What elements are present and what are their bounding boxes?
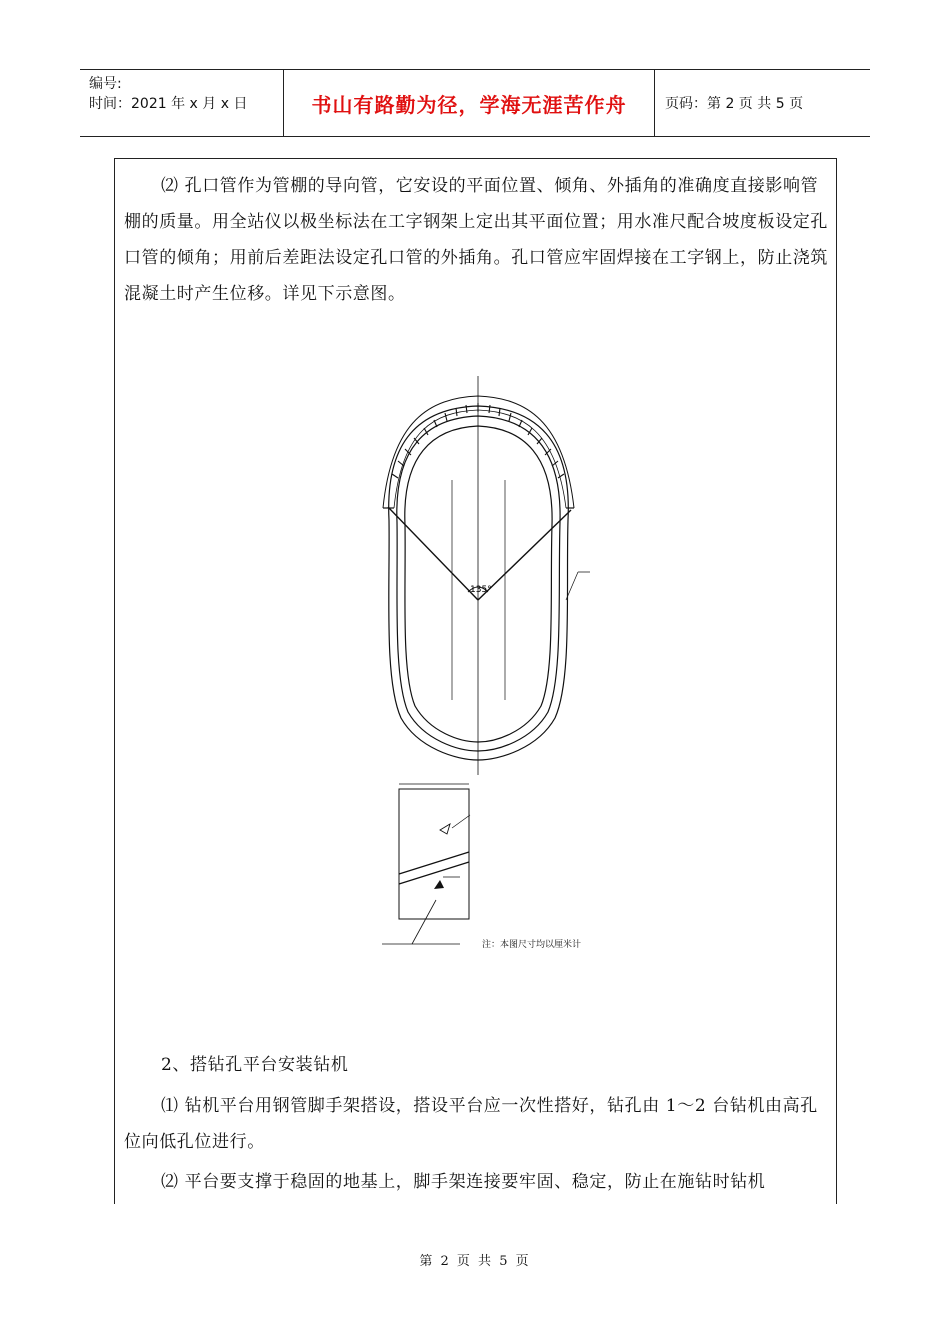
tunnel-section-diagram: [375, 370, 590, 780]
paragraph-drill-platform-2: ⑵ 平台要支撑于稳固的地基上，脚手架连接要牢固、稳定，防止在施钻时钻机: [161, 1172, 766, 1192]
paragraph-drill-platform-1: ⑴ 钻机平台用钢管脚手架搭设，搭设平台应一次性搭好，钻孔由 1～2 台钻机由高孔位向低孔位进行。: [124, 1096, 818, 1152]
page-footer: 第 2 页 共 5 页: [419, 1254, 531, 1269]
page-header: [80, 69, 870, 137]
document-date: 时间：2021 年 x 月 x 日: [89, 96, 248, 112]
angle-label: 135°: [470, 585, 492, 595]
figure-note: 注：本图尺寸均以厘米计: [482, 940, 582, 950]
header-meta: [80, 70, 283, 136]
paragraph-orifice-pipe: ⑵ 孔口管作为管棚的导向管，它安设的平面位置、倾角、外插角的准确度直接影响管棚的质量。用全站仪以极坐标法在工字钢架上定出其平面位置；用水准尺配合坡度板设定孔口管的倾角；用前后差距法设定孔口管的外插角。孔口管应牢固焊接在工字钢上，防止浇筑混凝土时产生位移。详见下示意图。: [124, 176, 828, 304]
header-page-info: 页码：第 2 页 共 5 页: [665, 96, 804, 112]
document-number-label: 编号:: [89, 76, 122, 92]
header-motto: 书山有路勤为径，学海无涯苦作舟: [283, 70, 655, 136]
section-heading-drill-platform: 2、搭钻孔平台安装钻机: [161, 1055, 349, 1075]
